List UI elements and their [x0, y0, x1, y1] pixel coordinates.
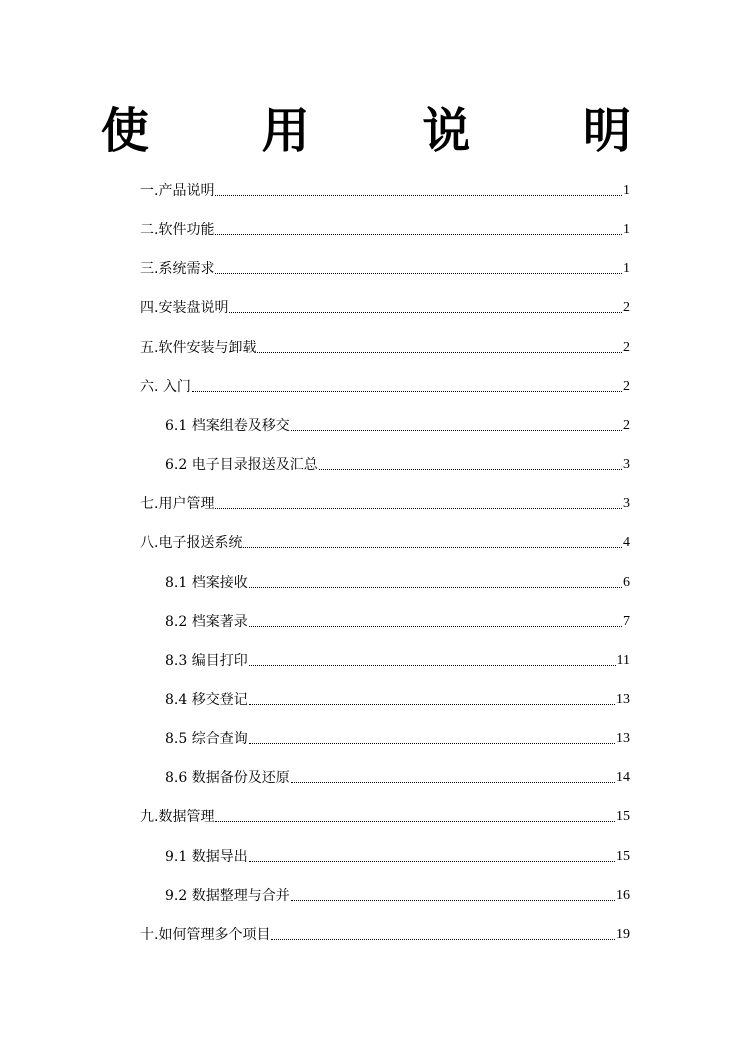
toc-entry-label: 五.软件安装与卸载 [140, 339, 257, 356]
toc-dot-leader [215, 273, 622, 274]
toc-entry[interactable] [165, 609, 630, 631]
toc-entry-label: 三.系统需求 [140, 261, 215, 278]
toc-entry[interactable] [140, 335, 630, 357]
toc-dot-leader [257, 352, 622, 353]
toc-entry-page-number: 1 [623, 261, 630, 277]
toc-entry-page-number: 1 [623, 222, 630, 238]
toc-entry-page-number: 13 [616, 731, 630, 747]
toc-entry[interactable] [165, 687, 630, 709]
toc-entry[interactable] [140, 804, 630, 826]
toc-entry[interactable] [140, 295, 630, 317]
toc-entry[interactable] [165, 648, 630, 670]
toc-entry-label: 9.1 数据导出 [165, 848, 248, 865]
toc-entry-label: 七.用户管理 [140, 496, 215, 513]
toc-entry-page-number: 4 [623, 535, 630, 551]
toc-entry[interactable] [140, 256, 630, 278]
toc-entry-page-number: 15 [616, 848, 630, 864]
toc-dot-leader [215, 195, 622, 196]
toc-entry-label: 6.1 档案组卷及移交 [165, 417, 290, 434]
toc-entry[interactable] [165, 844, 630, 866]
toc-entry-page-number: 15 [616, 809, 630, 825]
toc-dot-leader [229, 312, 622, 313]
toc-entry-page-number: 1 [623, 183, 630, 198]
toc-entry-page-number: 19 [616, 926, 630, 942]
toc-dot-leader [215, 508, 622, 509]
toc-entry-page-number: 3 [623, 457, 630, 473]
toc-entry[interactable] [165, 413, 630, 435]
toc-entry-label: 十.如何管理多个项目 [140, 926, 271, 943]
toc-entry-label: 8.4 移交登记 [165, 692, 248, 708]
toc-entry[interactable] [165, 883, 630, 905]
page-title: 使 用 说 明 [100, 103, 680, 159]
toc-dot-leader [271, 939, 615, 940]
toc-entry-page-number: 16 [616, 887, 630, 903]
toc-entry-page-number: 14 [616, 770, 630, 786]
toc-entry-label: 6.2 电子目录报送及汇总 [165, 457, 318, 474]
toc-entry[interactable] [140, 374, 630, 396]
toc-entry-label: 8.5 综合查询 [165, 731, 248, 748]
toc-dot-leader [249, 665, 616, 666]
toc-entry-page-number: 7 [623, 613, 630, 629]
toc-dot-leader [249, 704, 615, 705]
toc-entry-label: 二.软件功能 [140, 222, 215, 239]
toc-dot-leader [291, 430, 622, 431]
toc-dot-leader [249, 861, 615, 862]
toc-entry[interactable] [165, 726, 630, 748]
toc-entry-page-number: 6 [623, 574, 630, 590]
toc-entry-page-number: 2 [623, 417, 630, 433]
toc-entry[interactable] [140, 922, 630, 944]
toc-entry-page-number: 13 [616, 692, 630, 707]
toc-entry-label: 八.电子报送系统 [140, 535, 243, 552]
toc-dot-leader [249, 743, 615, 744]
toc-entry-page-number: 2 [623, 300, 630, 316]
toc-dot-leader [249, 587, 622, 588]
toc-entry[interactable] [165, 765, 630, 787]
toc-entry-page-number: 2 [623, 378, 630, 394]
toc-entry-label: 一.产品说明 [140, 183, 215, 199]
toc-entry-label: 8.3 编目打印 [165, 652, 248, 669]
toc-dot-leader [291, 782, 615, 783]
toc-dot-leader [319, 469, 622, 470]
toc-entry-page-number: 2 [623, 339, 630, 355]
toc-dot-leader [215, 821, 615, 822]
toc-entry-label: 8.2 档案著录 [165, 613, 248, 630]
toc-dot-leader [192, 391, 622, 392]
toc-entry[interactable] [140, 217, 630, 239]
toc-entry[interactable] [140, 491, 630, 513]
toc-entry-label: 8.6 数据备份及还原 [165, 770, 290, 787]
toc-entry[interactable] [140, 530, 630, 552]
toc-entry-label: 8.1 档案接收 [165, 574, 248, 591]
toc-entry[interactable] [165, 570, 630, 592]
toc-dot-leader [249, 626, 622, 627]
toc-dot-leader [243, 547, 622, 548]
toc-entry-page-number: 3 [623, 496, 630, 512]
toc-entry-label: 六. 入门 [140, 378, 191, 395]
toc-entry[interactable] [140, 178, 630, 200]
toc-entry[interactable] [165, 452, 630, 474]
toc-entry-label: 四.安装盘说明 [140, 300, 229, 317]
toc-entry-page-number: 11 [616, 652, 630, 668]
toc-dot-leader [291, 900, 615, 901]
toc-entry-label: 9.2 数据整理与合并 [165, 887, 290, 904]
toc-dot-leader [215, 234, 622, 235]
toc-entry-label: 九.数据管理 [140, 809, 215, 826]
